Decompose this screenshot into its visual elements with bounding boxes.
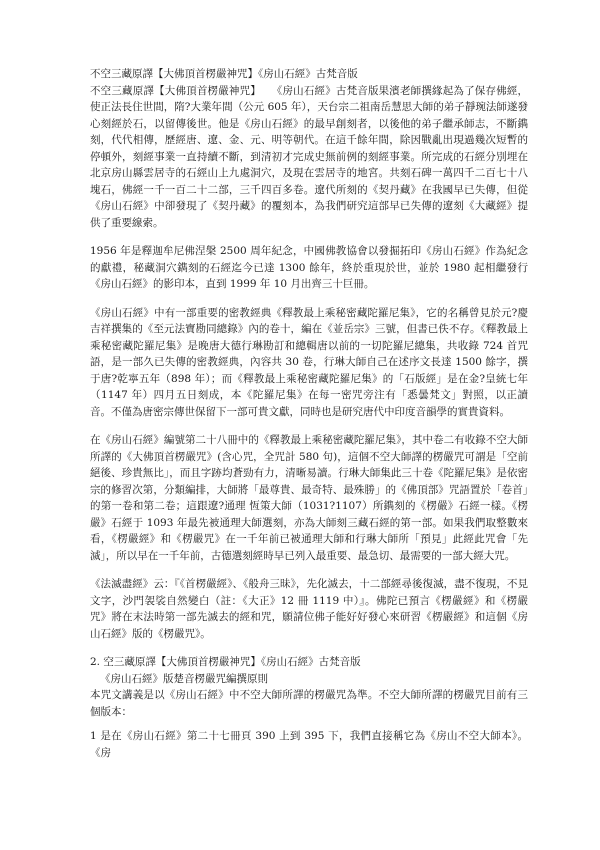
paragraph-dharma-ending-sutra: 《法滅盡經》云：『《首楞嚴經》、《般舟三昧》，先化滅去，十二部經尋後復滅，盡不復現，不見文字，沙門袈裟自然變白（註：《大正》12 冊 1119 中）』。佛陀已預言《楞嚴經》和《楞嚴咒》將在末法時第一部先滅去的經和咒，願請位佛子能好好發心來研習《楞嚴經》和這個《房山石經》版的《楞嚴咒》。 bbox=[90, 578, 528, 640]
subheading-principles: 《房山石經》版楚音楞嚴咒編撰原則 bbox=[100, 672, 268, 685]
paragraph-1956: 1956 年是釋迦牟尼佛涅槃 2500 周年紀念，中國佛教協會以發掘拓印《房山石經》作為紀念的獻禮，秘藏洞穴鐫刻的石經迄今已達 1300 餘年，終於重現於世，並於 1980 起相繼發行《房山石經》的影印本，直到 1999 年 10 月出齊三十巨冊。 bbox=[90, 245, 528, 290]
paragraph-version-1: 1 是在《房山石經》第二十七冊頁 390 上到 395 下，我們直接稱它為《房山不空大師本》。《房 bbox=[90, 730, 528, 759]
section-heading-2: 2. 空三藏原譯【大佛頂首楞嚴神咒】《房山石經》古梵音版 bbox=[90, 656, 361, 668]
paragraph-versions: 本咒文講義是以《房山石經》中不空大師所譯的楞嚴咒為準。不空大師所譯的楞嚴咒目前有三個版本： bbox=[90, 689, 528, 718]
paragraph-volume-28: 在《房山石經》編號第二十八冊中的《釋教最上乘秘密藏陀羅尼集》，其中卷二有收錄不空大師所譯的《大佛頂首楞嚴咒》(含心咒，全咒計 580 句)，這個不空大師譯的楞嚴咒可謂是「空前絕後、珍貴無比」，而且字跡均蒼勁有力，清晰易讀。行琳大師集此三十卷《陀羅尼集》是依密宗的修習次第，分類編排，大師將「最尊貴、最奇特、最殊勝」的《佛頂部》咒語置於「卷首」的第一卷和第二卷；這跟遼?通理 恆策大師（1031?1107）所鐫刻的《楞嚴》石經一樣。《楞嚴》石經于 1093 年最先被通理大師選刻，亦為大師刻三藏石經的第一部。如果我們取整數來看，《楞嚴經》和《楞嚴咒》在一千年前已被通理大師和行琳大師所「預見」此經此咒會「先滅」，所以早在一千年前，古德選刻經時早已列入最重要、最急切、最需要的一部大經大咒。 bbox=[90, 434, 528, 562]
paragraph-intro: 不空三藏原譯【大佛頂首楞嚴神咒】 《房山石經》古梵音版果濱老師撰緣起為了保存佛經，使正法長住世間，隋?大業年間（公元 605 年），天台宗二祖南岳慧思大師的弟子靜琬法師遂發心刻經於石，以留傳後世。他是《房山石經》的最早創刻者，以後他的弟子繼承師志，不斷鐫刻，代代相傳，歷經唐、遼、金、元、明等朝代。在這千餘年間，除因戰亂出現過幾次短暫的停頓外，刻經事業一直持續不斷，到清初才完成史無前例的刻經事業。所完成的石經分別埋在北京房山縣雲居寺的石經山上九處洞穴，及現在雲居寺的地宮。共刻石碑一萬四千二百七十八塊石，佛經一千一百二十二部，三千四百多卷。遼代所刻的《契丹藏》在我國早已失傳，但從《房山石經》中卻發現了《契丹藏》的覆刻本，為我們研究這部早已失傳的遼刻《大藏經》提供了重要線索。 bbox=[90, 84, 528, 229]
paragraph-dharani-collection: 《房山石經》中有一部重要的密教經典《釋教最上乘秘密藏陀羅尼集》，它的名稱曾見於元?慶吉祥撰集的《至元法寶勘同總錄》內的卷十，編在《並岳宗》三號，但書已佚不存。《釋教最上乘秘密藏陀羅尼集》是晚唐大德行琳勘訂和總輯唐以前的一切陀羅尼總集，共收錄 724 首咒語，是一部久已失傳的密教經典，內容共 30 卷，行琳大師自己在述序文長達 1500 餘字，撰于唐?乾寧五年（898 年）；而《釋教最上乘秘密藏陀羅尼集》的「石版經」是在金?皇統七年（1147 年）四月五日刻成，本《陀羅尼集》在每一密咒旁注有「悉曇梵文」對照，以正讀音。不僅為唐密宗傳世保留下一部可貴文獻，同時也是研究唐代中印度音韻學的實貴資料。 bbox=[90, 306, 528, 418]
document-title: 不空三藏原譯【大佛頂首楞嚴神咒】《房山石經》古梵音版 bbox=[90, 68, 358, 80]
